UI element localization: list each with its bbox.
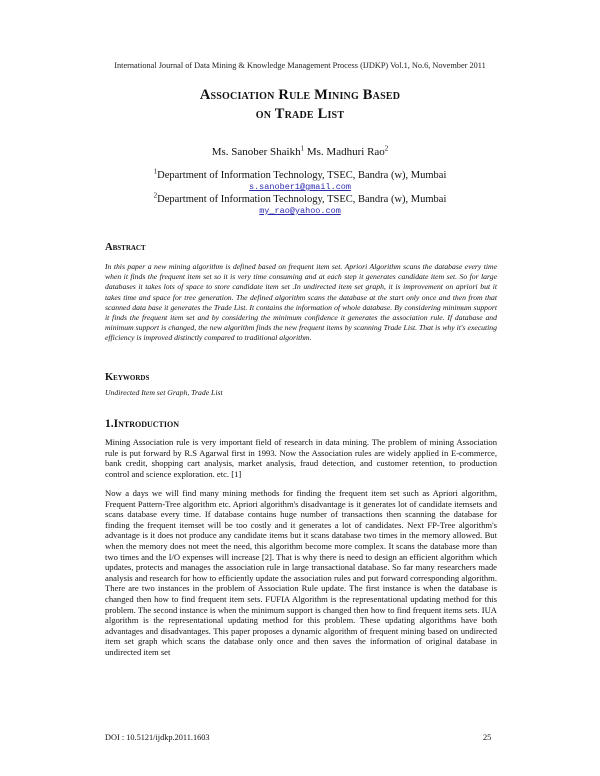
- page-number: 25: [483, 733, 492, 742]
- affiliation-2: [0, 191, 600, 217]
- email-link[interactable]: my_rao@yahoo.com: [259, 206, 341, 216]
- keywords-body: Undirected Item set Graph, Trade List: [105, 388, 223, 397]
- paper-title: [0, 86, 600, 124]
- affiliation-superscript: 1: [153, 167, 158, 176]
- email-link[interactable]: s.sanober1@gmail.com: [248, 182, 352, 192]
- footer-doi: DOI : 10.5121/ijdkp.2011.1603: [105, 733, 210, 742]
- affiliation-superscript: 2: [153, 191, 158, 200]
- author-name: Ms. Sanober Shaikh: [211, 146, 301, 158]
- affiliation-1: [0, 167, 600, 193]
- title-line-1: Association Rule Mining Based: [199, 87, 401, 103]
- author-name: Ms. Madhuri Rao: [306, 146, 385, 158]
- keywords-heading: Keywords: [105, 372, 150, 383]
- abstract-body: In this paper a new mining algorithm is defined based on frequent item set. Apriori Algorithm scans the database every time when it finds the frequent item set so it is very time consuming and at each step it generates candidate item set. So for large databases it takes lots of space to store candidate item set .In undirected item set graph, it is improvement on apriori but it takes time and space for tree generation. The defined algorithm scans the database at the start only once and then from that scanned data base it generates the Trade List. It contains the information of whole database. By considering minimum support it finds the frequent item set and by considering the minimum confidence it generates the association rule. If database and minimum support is changed, the new algorithm finds the new frequent items by scanning Trade List. That is why it's executing efficiency is improved distinctly compared to traditional algorithm.: [105, 262, 497, 343]
- abstract-heading: Abstract: [105, 242, 146, 253]
- author-superscript: 2: [384, 144, 389, 153]
- body-paragraph: Now a days we will find many mining methods for finding the frequent item set such as Apriori algorithm, Frequent Pattern-Tree algorithm etc. Apriori algorithm's disadvantage is it generates lot of candidate itemsets and scans database every time. If database contains huge number of transactions then scanning the database for finding the frequent itemset will be too costly and it generates a lot of candidates. Next FP-Tree algorithm's advantage is it does not produce any candidate items but it scans database two times in the memory allowed. But when the memory does not meet the need, this algorithm become more complex. It scans the database more than two times and the I/O expenses will increase [2]. That is why there is need to design an efficient algorithm which updates, protects and manages the association rule in large transactional database. So far many researchers made analysis and research for how to efficiently update the association rules and put forward corresponding algorithm. There are two instances in the problem of Association Rule update. The first instance is when the database is changed then how to find frequent item sets. FUFIA Algorithm is the representational updating method for this problem. The second instance is when the minimum support is changed then how to find frequent items sets. IUA algorithm is the representational updating method for this problem. These updating algorithms have both advantages and disadvantages. This paper proposes a dynamic algorithm of frequent mining based on undirected item set graph which scans the database only once and then saves the information of original database in undirected item set: [105, 488, 497, 657]
- title-line-2: on Trade List: [255, 106, 345, 122]
- affiliation-text: Department of Information Technology, TSEC, Bandra (w), Mumbai: [157, 194, 447, 205]
- introduction-heading: 1.Introduction: [105, 418, 179, 430]
- journal-running-header: International Journal of Data Mining & Knowledge Management Process (IJDKP) Vol.1, No.6, November 2011: [114, 61, 486, 70]
- body-paragraph: Mining Association rule is very important field of research in data mining. The problem of mining Association rule is put forward by R.S Agarwal first in 1993. Now the Association rules are widely applied in E-commerce, bank credit, shopping cart analysis, market analysis, fraud detection, and customer retention, to production control and science exploration. etc. [1]: [105, 437, 497, 479]
- affiliation-text: Department of Information Technology, TSEC, Bandra (w), Mumbai: [157, 170, 447, 181]
- author-list: [0, 146, 600, 158]
- author-superscript: 1: [300, 144, 305, 153]
